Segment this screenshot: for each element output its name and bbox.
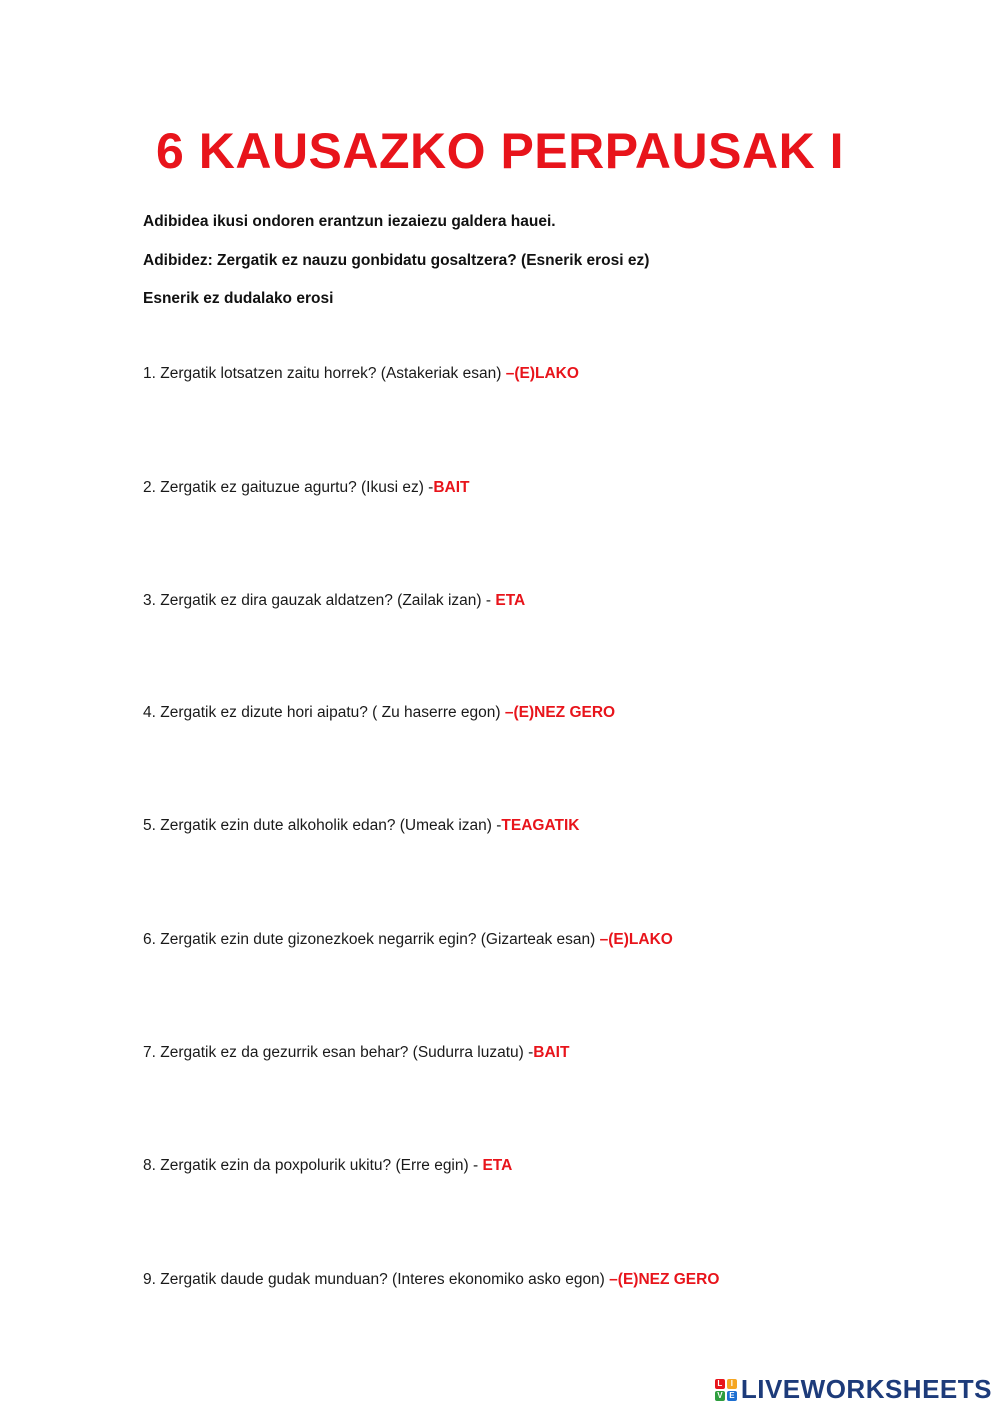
logo-letter: I	[727, 1379, 737, 1389]
question-text: 8. Zergatik ezin da poxpolurik ukitu? (Erre egin) -	[143, 1157, 483, 1174]
question-6	[143, 931, 673, 949]
question-text: 5. Zergatik ezin dute alkoholik edan? (Umeak izan) -	[143, 817, 502, 834]
question-suffix: –(E)NEZ GERO	[504, 704, 616, 721]
question-9	[143, 1271, 719, 1289]
instruction-text: Adibidea ikusi ondoren erantzun iezaiezu galdera hauei.	[143, 213, 556, 230]
liveworksheets-logo-icon	[715, 1379, 737, 1401]
question-5	[143, 817, 579, 835]
question-4	[143, 704, 615, 722]
question-text: 3. Zergatik ez dira gauzak aldatzen? (Zailak izan) -	[143, 592, 496, 609]
question-suffix: BAIT	[533, 1044, 570, 1061]
example-text: Adibidez: Zergatik ez nauzu gonbidatu gosaltzera? (Esnerik erosi ez)	[143, 252, 650, 269]
logo-letter: E	[727, 1391, 737, 1401]
logo-letter: L	[715, 1379, 725, 1389]
question-1	[143, 365, 579, 383]
page-title: 6 KAUSAZKO PERPAUSAK I	[156, 123, 844, 179]
question-text: 9. Zergatik daude gudak munduan? (Interes ekonomiko asko egon)	[143, 1271, 610, 1288]
question-text: 4. Zergatik ez dizute hori aipatu? ( Zu haserre egon)	[143, 704, 505, 721]
question-suffix: BAIT	[433, 479, 470, 496]
question-2	[143, 479, 470, 497]
question-text: 6. Zergatik ezin dute gizonezkoek negarrik egin? (Gizarteak esan)	[143, 931, 600, 948]
question-suffix: ETA	[482, 1157, 513, 1174]
question-text: 1. Zergatik lotsatzen zaitu horrek? (Astakeriak esan)	[143, 365, 506, 382]
question-suffix: –(E)LAKO	[505, 365, 579, 382]
question-8	[143, 1157, 512, 1175]
logo-letter: V	[715, 1391, 725, 1401]
question-7	[143, 1044, 569, 1062]
example-answer-text: Esnerik ez dudalako erosi	[143, 290, 334, 307]
brand-name: LIVEWORKSHEETS	[740, 1374, 992, 1404]
liveworksheets-brand[interactable]	[715, 1374, 992, 1405]
question-suffix: –(E)NEZ GERO	[609, 1271, 720, 1288]
question-text: 2. Zergatik ez gaituzue agurtu? (Ikusi ez) -	[143, 479, 434, 496]
question-suffix: TEAGATIK	[501, 817, 580, 834]
question-text: 7. Zergatik ez da gezurrik esan behar? (Sudurra luzatu) -	[143, 1044, 534, 1061]
question-suffix: ETA	[495, 592, 526, 609]
question-suffix: –(E)LAKO	[599, 931, 673, 948]
question-3	[143, 592, 525, 610]
